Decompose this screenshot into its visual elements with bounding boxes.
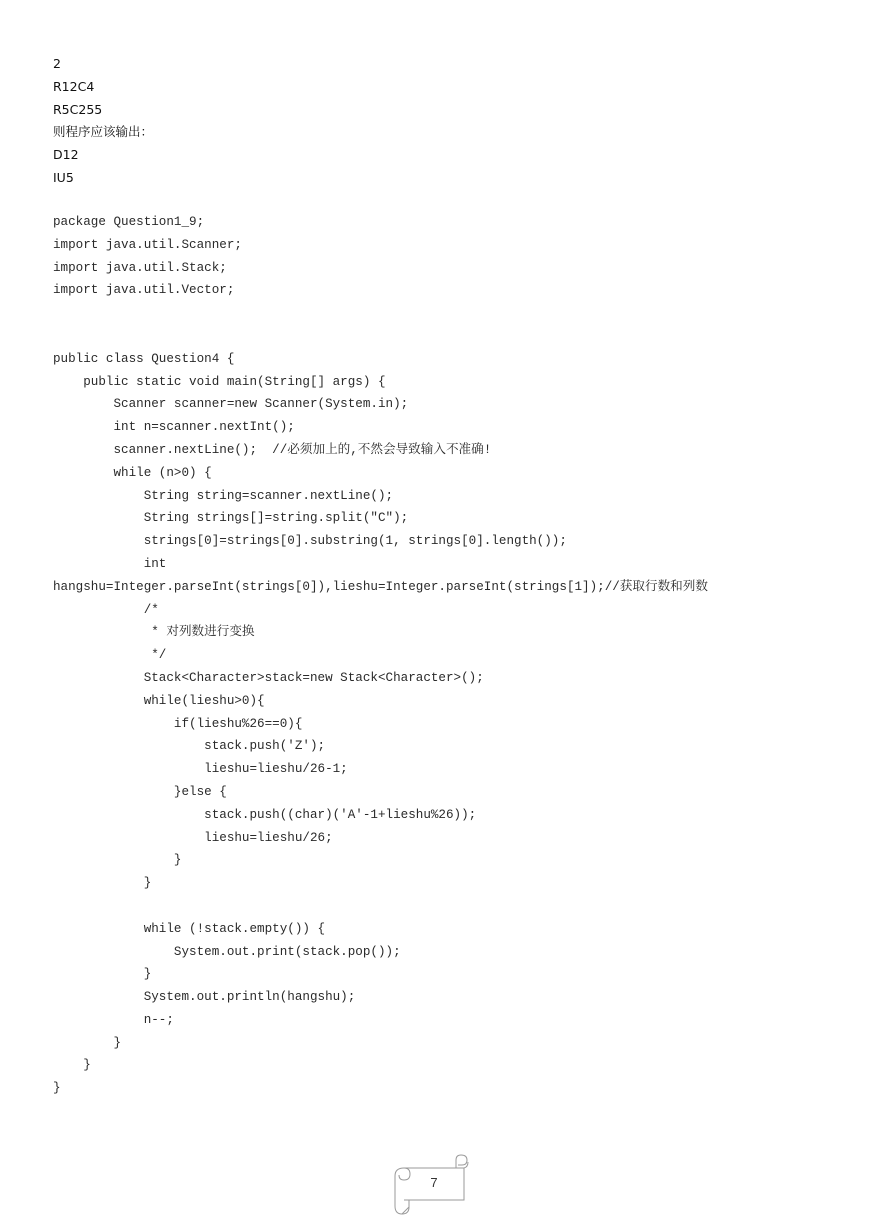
code-line: public static void main(String[] args) { [53,374,386,389]
sample-line: R12C4 [53,78,95,94]
code-line: hangshu=Integer.parseInt(strings[0]),lieshu=Integer.parseInt(strings[1]);//获取行数和列数 [53,579,708,594]
code-line: }else { [53,784,227,799]
code-line: } [53,967,152,982]
sample-line: R5C255 [53,101,103,117]
code-line: scanner.nextLine(); //必须加上的,不然会导致输入不准确! [53,442,492,457]
code-line: } [53,1035,122,1050]
code-line: while (n>0) { [53,465,212,480]
code-line: int n=scanner.nextInt(); [53,420,295,435]
code-line: */ [53,648,167,663]
code-line: Scanner scanner=new Scanner(System.in); [53,397,409,412]
sample-line: 2 [53,56,61,71]
code-line: String string=scanner.nextLine(); [53,488,394,503]
sample-line: 则程序应该输出： [53,124,154,140]
code-line: stack.push('Z'); [53,739,326,754]
code-line: lieshu=lieshu/26; [53,830,333,845]
code-line: System.out.println(hangshu); [53,990,356,1005]
code-line: stack.push((char)('A'-1+lieshu%26)); [53,807,477,822]
code-line: /* [53,602,159,617]
code-line [53,325,708,348]
code-line: * 对列数进行变换 [53,625,255,640]
code-line: strings[0]=strings[0].substring(1, strings[0].length()); [53,534,567,549]
code-line: System.out.print(stack.pop()); [53,944,401,959]
code-line: import java.util.Scanner; [53,237,242,252]
sample-line: D12 [53,147,79,163]
code-line: if(lieshu%26==0){ [53,716,303,731]
code-line: } [53,853,182,868]
page-number: 7 [430,1175,438,1190]
code-line: while (!stack.empty()) { [53,921,326,936]
sample-line: IU5 [53,169,74,185]
code-line: Stack<Character>stack=new Stack<Character>(); [53,670,484,685]
code-line: n--; [53,1012,174,1027]
code-line [53,302,708,325]
code-line: import java.util.Stack; [53,260,227,275]
code-line: } [53,1058,91,1073]
code-line: package Question1_9; [53,215,205,229]
sample-io-block [53,53,153,190]
code-line [53,895,708,918]
code-line: } [53,1081,61,1096]
code-line: int [53,556,167,571]
code-line: while(lieshu>0){ [53,693,265,708]
code-line: } [53,876,152,891]
code-line: import java.util.Vector; [53,283,235,298]
code-line: lieshu=lieshu/26-1; [53,762,348,777]
code-listing [53,211,708,1100]
code-line: public class Question4 { [53,351,235,366]
code-line: String strings[]=string.split("C"); [53,511,409,526]
